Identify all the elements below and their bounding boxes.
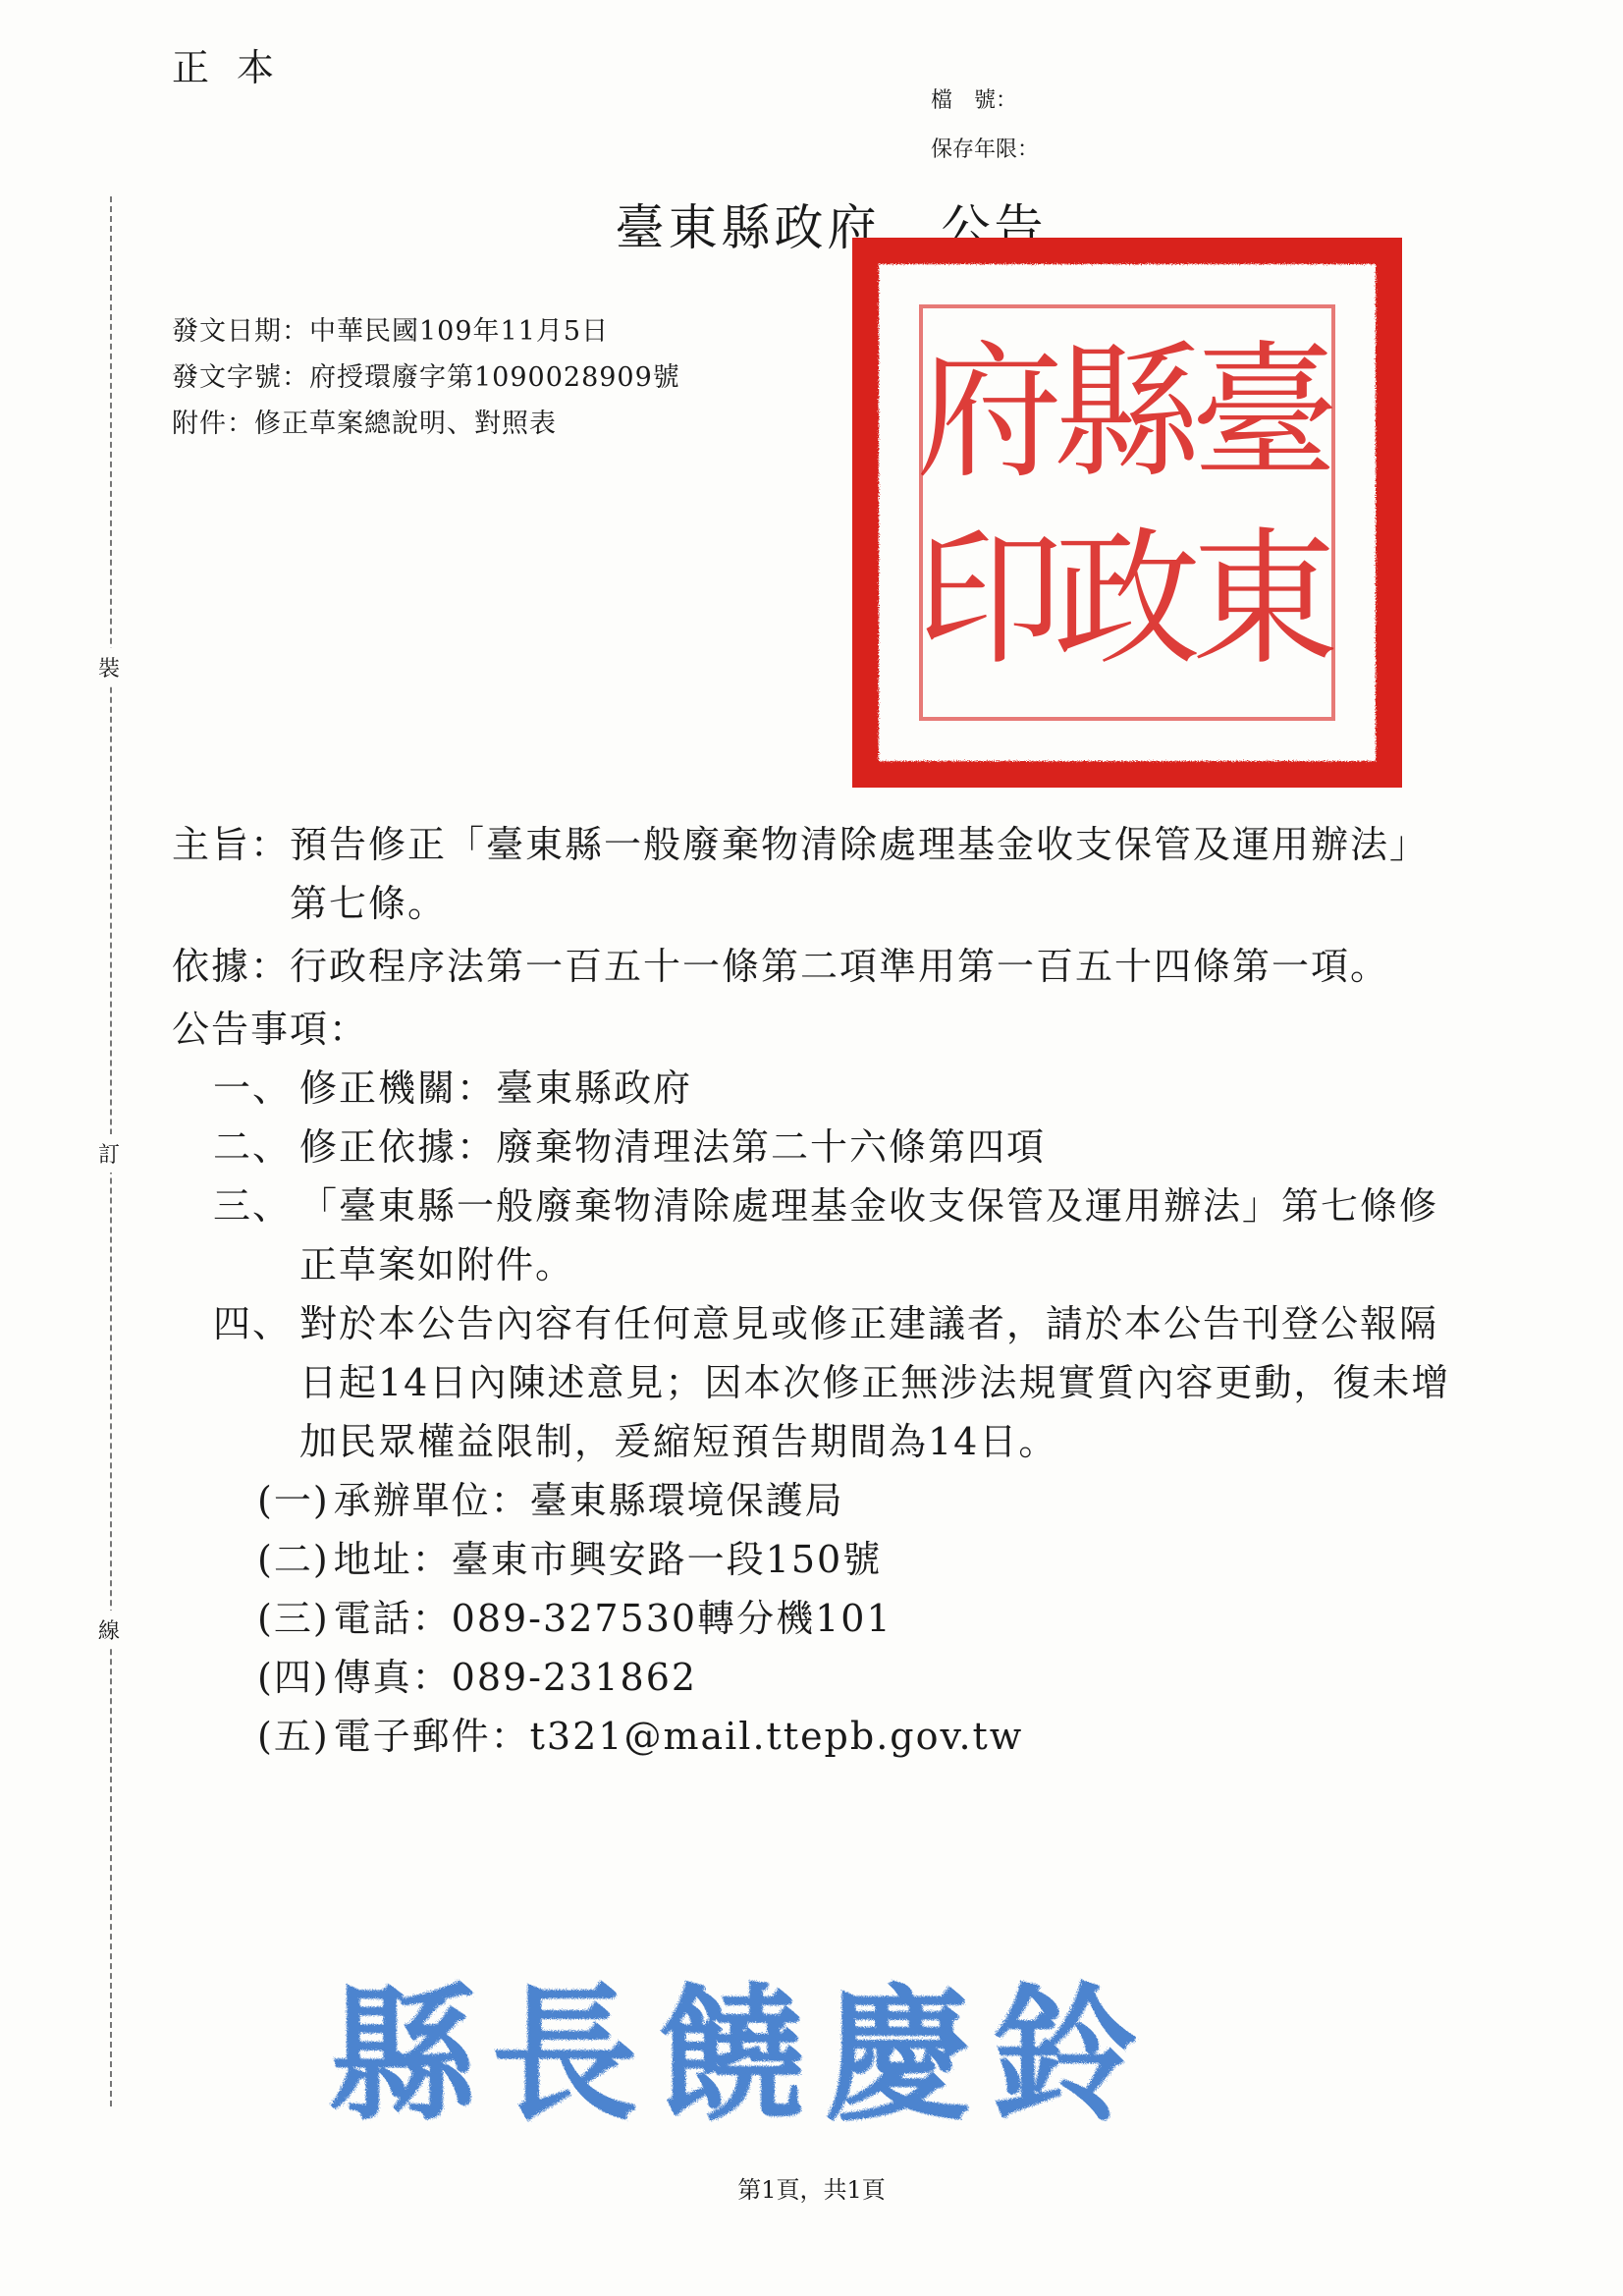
document-type: 公告: [941, 199, 1048, 256]
notice-item: [172, 1294, 1468, 1471]
basis-text: 行政程序法第一百五十一條第二項準用第一百五十四條第一項。: [290, 945, 1390, 988]
notice-item: [172, 1118, 1468, 1176]
seal-char: 縣: [1053, 328, 1202, 499]
document-number: 發文字號：府授環廢字第1090028909號: [172, 362, 680, 393]
basis-label: 依據：: [172, 945, 291, 988]
archive-number-label: 檔 號：: [931, 88, 1018, 113]
binding-mark-bottom: 線: [98, 1611, 120, 1649]
document-body: [172, 815, 1468, 1766]
basis-paragraph: [172, 937, 1468, 996]
subject-label: 主旨：: [172, 823, 291, 866]
contact-number: (三): [257, 1597, 330, 1640]
page-number: 第1頁，共1頁: [737, 2176, 886, 2204]
item-number: 二、: [213, 1125, 293, 1169]
stamp-char: 慶: [824, 1969, 973, 2131]
retention-period-line: [931, 133, 1039, 163]
contact-item: [172, 1471, 1468, 1530]
archive-number-line: [931, 83, 1017, 114]
subject-text: 預告修正「臺東縣一般廢棄物清除處理基金收支保管及運用辦法」第七條。: [290, 823, 1430, 925]
contact-text: 電話：089-327530轉分機101: [333, 1597, 893, 1640]
official-seal: [852, 238, 1402, 788]
contact-text: 承辦單位：臺東縣環境保護局: [333, 1479, 844, 1522]
contact-item: [172, 1707, 1468, 1766]
item-number: 四、: [213, 1302, 293, 1345]
subject-paragraph: [172, 815, 1468, 933]
issue-date: 發文日期：中華民國109年11月5日: [172, 316, 610, 347]
contact-item: [172, 1530, 1468, 1589]
stamp-char: 鈴: [991, 1969, 1140, 2131]
contact-text: 地址：臺東市興安路一段150號: [333, 1538, 883, 1581]
binding-mark-middle: 訂: [98, 1134, 120, 1173]
contact-number: (四): [257, 1656, 330, 1699]
notice-item: [172, 1059, 1468, 1118]
attachment-line: 附件：修正草案總說明、對照表: [172, 409, 557, 439]
issuing-organization: 臺東縣政府: [615, 199, 881, 256]
magistrate-signature-stamp: [319, 1949, 1154, 2131]
contact-text: 傳真：089-231862: [333, 1656, 698, 1699]
contact-number: (二): [257, 1538, 330, 1581]
stamp-char: 縣: [328, 1969, 477, 2131]
retention-period-label: 保存年限：: [931, 137, 1040, 162]
seal-char: 印: [915, 515, 1064, 685]
seal-char: 臺: [1190, 328, 1339, 499]
seal-char: 府: [915, 328, 1064, 499]
seal-border: [862, 247, 1392, 778]
copy-label: 正本: [172, 46, 302, 89]
item-text: 對於本公告內容有任何意見或修正建議者，請於本公告刊登公報隔日起14日內陳述意見；因本次修正無涉法規實質內容更動，復未增加民眾權益限制，爰縮短預告期間為14日。: [299, 1302, 1451, 1463]
contact-text: 電子郵件：t321@mail.ttepb.gov.tw: [333, 1715, 1024, 1758]
contact-number: (一): [257, 1479, 330, 1522]
binding-mark-top: 裝: [98, 648, 120, 686]
notice-heading: 公告事項：: [172, 1008, 369, 1051]
item-text: 修正機關：臺東縣政府: [299, 1066, 693, 1110]
seal-char: 政: [1053, 515, 1202, 685]
stamp-char: 饒: [657, 1969, 806, 2131]
contact-number: (五): [257, 1715, 330, 1758]
notice-item: [172, 1176, 1468, 1294]
item-text: 修正依據：廢棄物清理法第二十六條第四項: [299, 1125, 1047, 1169]
seal-char: 東: [1190, 515, 1339, 685]
stamp-char: 長: [490, 1969, 639, 2131]
contact-item: [172, 1589, 1468, 1648]
item-text: 「臺東縣一般廢棄物清除處理基金收支保管及運用辦法」第七條修正草案如附件。: [299, 1184, 1439, 1286]
item-number: 一、: [213, 1066, 293, 1110]
item-number: 三、: [213, 1184, 293, 1228]
contact-item: [172, 1648, 1468, 1707]
